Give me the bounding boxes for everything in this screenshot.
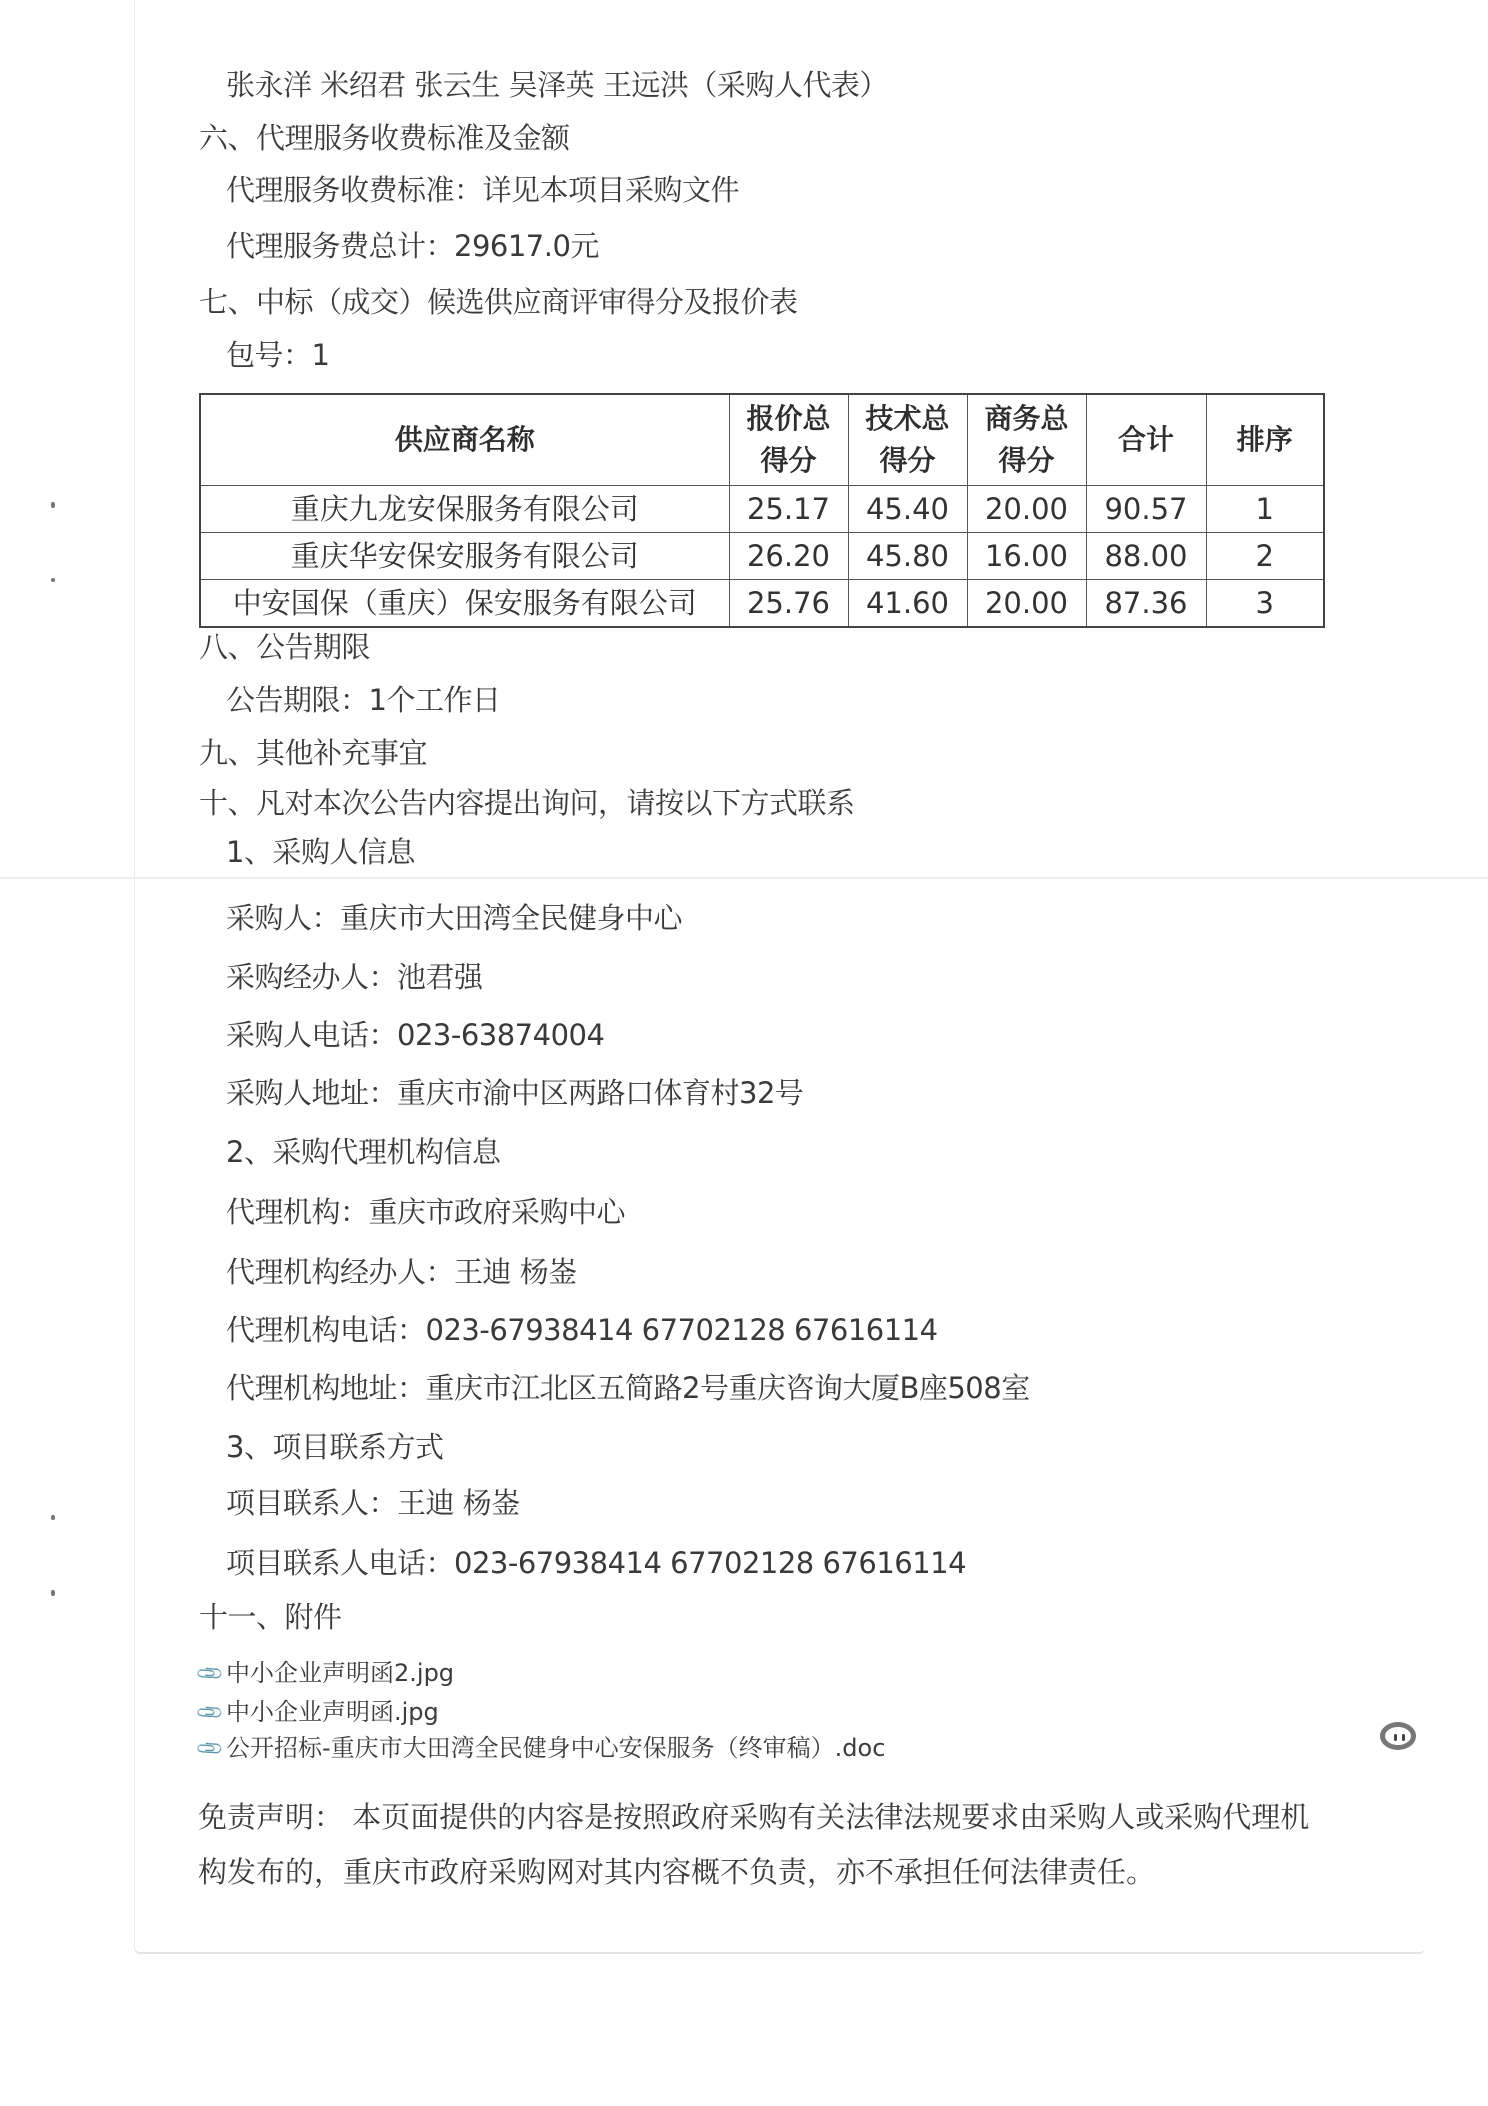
supplier-name: 重庆九龙安保服务有限公司 bbox=[200, 486, 729, 533]
attachment-link[interactable]: 📎公开招标-重庆市大田湾全民健身中心安保服务（终审稿）.doc bbox=[200, 1733, 885, 1766]
table-header-row bbox=[200, 394, 1324, 486]
business-score: 20.00 bbox=[967, 486, 1086, 533]
header-supplier-name: 供应商名称 bbox=[200, 394, 729, 486]
bot-eye bbox=[1402, 1734, 1405, 1741]
header-rank: 排序 bbox=[1206, 394, 1324, 486]
project-contact-phone: 项目联系人电话：023-67938414 67702128 67616114 bbox=[226, 1546, 967, 1580]
rank: 2 bbox=[1206, 533, 1324, 580]
header-business-score: 商务总 得分 bbox=[967, 394, 1086, 486]
section-8-title: 八、公告期限 bbox=[199, 630, 371, 664]
purchaser-handler: 采购经办人：池君强 bbox=[226, 960, 483, 994]
agency-handler: 代理机构经办人：王迪 杨崟 bbox=[226, 1255, 577, 1289]
disclaimer-line-1: 免责声明： 本页面提供的内容是按照政府采购有关法律法规要求由采购人或采购代理机 bbox=[198, 1800, 1310, 1834]
table-row bbox=[200, 533, 1324, 580]
agency-name: 代理机构：重庆市政府采购中心 bbox=[226, 1195, 626, 1229]
rank: 1 bbox=[1206, 486, 1324, 533]
paperclip-icon: 📎 bbox=[194, 1658, 226, 1690]
scan-artifact-line bbox=[0, 877, 1488, 879]
scan-speck bbox=[51, 1515, 55, 1520]
total-score: 88.00 bbox=[1086, 533, 1206, 580]
business-score: 20.00 bbox=[967, 580, 1086, 628]
total-score: 87.36 bbox=[1086, 580, 1206, 628]
business-score: 16.00 bbox=[967, 533, 1086, 580]
supplier-name: 中安国保（重庆）保安服务有限公司 bbox=[200, 580, 729, 628]
fee-standard: 代理服务收费标准：详见本项目采购文件 bbox=[226, 173, 740, 207]
price-score: 25.76 bbox=[729, 580, 848, 628]
section-6-title: 六、代理服务收费标准及金额 bbox=[199, 121, 570, 155]
agency-address: 代理机构地址：重庆市江北区五简路2号重庆咨询大厦B座508室 bbox=[226, 1371, 1030, 1405]
table-row bbox=[200, 580, 1324, 628]
tech-score: 41.60 bbox=[848, 580, 967, 628]
project-contact-title: 3、项目联系方式 bbox=[226, 1430, 444, 1464]
bot-eye bbox=[1394, 1734, 1397, 1741]
total-score: 90.57 bbox=[1086, 486, 1206, 533]
section-11-title: 十一、附件 bbox=[199, 1600, 342, 1634]
notice-period: 公告期限：1个工作日 bbox=[226, 683, 501, 717]
fee-total: 代理服务费总计：29617.0元 bbox=[226, 229, 599, 263]
score-table bbox=[199, 393, 1325, 628]
attachment-link[interactable]: 📎中小企业声明函.jpg bbox=[200, 1697, 439, 1730]
rank: 3 bbox=[1206, 580, 1324, 628]
header-total: 合计 bbox=[1086, 394, 1206, 486]
purchaser-phone: 采购人电话：023-63874004 bbox=[226, 1018, 605, 1052]
attachment-link[interactable]: 📎中小企业声明函2.jpg bbox=[200, 1658, 454, 1691]
scan-speck bbox=[51, 578, 55, 582]
purchaser-address: 采购人地址：重庆市渝中区两路口体育村32号 bbox=[226, 1076, 804, 1110]
evaluators-line: 张永洋 米绍君 张云生 吴泽英 王远洪（采购人代表） bbox=[226, 68, 888, 102]
tech-score: 45.80 bbox=[848, 533, 967, 580]
section-7-title: 七、中标（成交）候选供应商评审得分及报价表 bbox=[199, 285, 798, 319]
purchaser-info-title: 1、采购人信息 bbox=[226, 835, 415, 869]
price-score: 25.17 bbox=[729, 486, 848, 533]
purchaser-name: 采购人：重庆市大田湾全民健身中心 bbox=[226, 901, 683, 935]
disclaimer-line-2: 构发布的，重庆市政府采购网对其内容概不负责，亦不承担任何法律责任。 bbox=[198, 1855, 1156, 1889]
chat-bot-icon[interactable] bbox=[1380, 1722, 1416, 1750]
paperclip-icon: 📎 bbox=[194, 1733, 226, 1765]
agency-info-title: 2、采购代理机构信息 bbox=[226, 1135, 501, 1169]
scan-speck bbox=[51, 1590, 55, 1596]
section-9-title: 九、其他补充事宜 bbox=[199, 736, 428, 770]
paperclip-icon: 📎 bbox=[194, 1697, 226, 1729]
header-price-score: 报价总 得分 bbox=[729, 394, 848, 486]
scan-speck bbox=[51, 502, 55, 508]
price-score: 26.20 bbox=[729, 533, 848, 580]
table-row bbox=[200, 486, 1324, 533]
supplier-name: 重庆华安保安服务有限公司 bbox=[200, 533, 729, 580]
header-tech-score: 技术总 得分 bbox=[848, 394, 967, 486]
package-number: 包号：1 bbox=[226, 338, 330, 372]
section-10-title: 十、凡对本次公告内容提出询问，请按以下方式联系 bbox=[199, 786, 855, 820]
agency-phone: 代理机构电话：023-67938414 67702128 67616114 bbox=[226, 1313, 938, 1347]
tech-score: 45.40 bbox=[848, 486, 967, 533]
project-contact: 项目联系人：王迪 杨崟 bbox=[226, 1486, 520, 1520]
